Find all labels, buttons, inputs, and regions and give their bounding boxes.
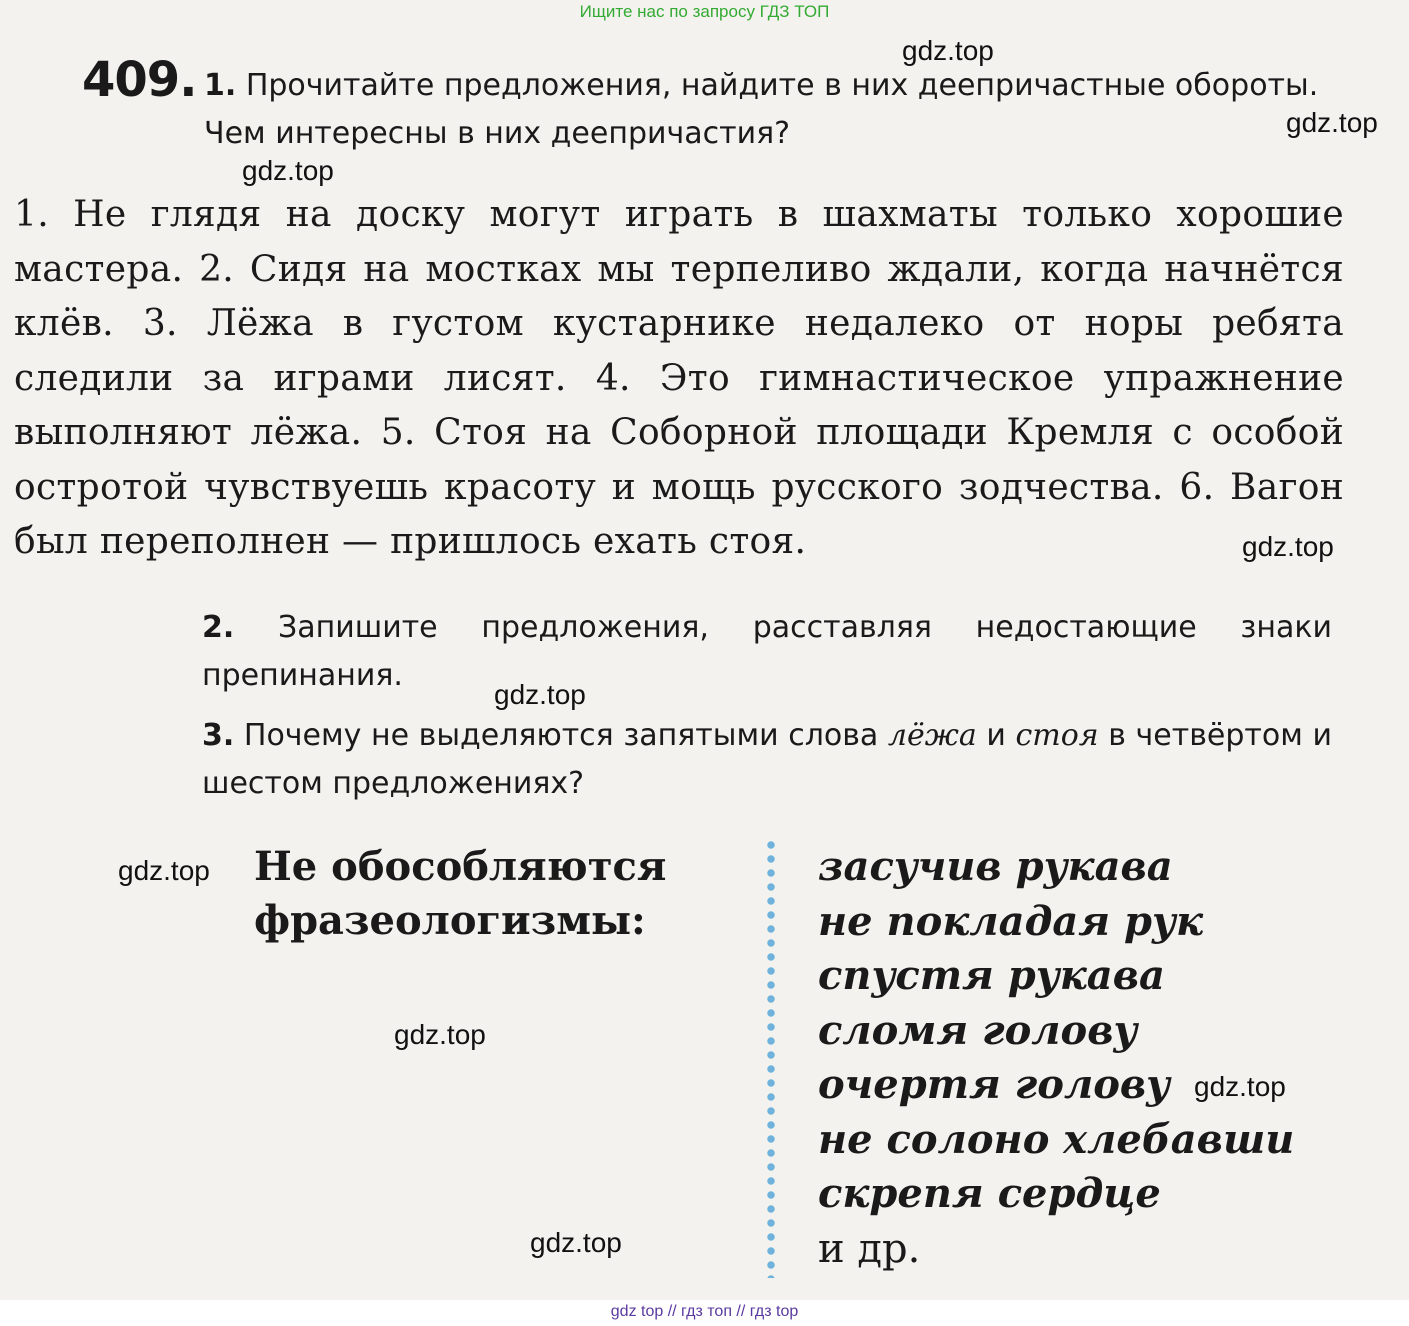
footer-bar: gdz top // гдз топ // гдз top — [0, 1300, 1409, 1326]
phraseologism-list — [818, 840, 1378, 1276]
task-1 — [204, 62, 1344, 158]
task-3-text-before: Почему не выделяются запятыми слова — [243, 718, 879, 753]
phrase-item: скрепя сердце — [818, 1170, 1161, 1217]
task-1-text: Прочитайте предложения, найдите в них деепричастные обороты. Чем интересны в них деепричастия? — [204, 68, 1319, 151]
task-3-text-after: в четвёртом и шестом предложениях? — [202, 718, 1332, 801]
phrase-item: спустя рукава — [818, 952, 1165, 999]
watermark: gdz.top — [394, 1019, 486, 1050]
phrase-item: не покладая рук — [818, 897, 1204, 945]
exercise-number: 409. — [82, 52, 197, 108]
watermark: gdz.top — [1194, 1071, 1286, 1102]
top-banner: Ищите нас по запросу ГДЗ ТОП — [579, 2, 830, 21]
watermark: gdz.top — [530, 1227, 622, 1258]
watermark: gdz.top — [1286, 107, 1378, 138]
phrase-item: очертя голову — [818, 1061, 1171, 1108]
watermark: gdz.top — [494, 679, 586, 710]
task-3 — [202, 712, 1332, 808]
watermark: gdz.top — [118, 855, 210, 886]
phrase-etc: и др. — [818, 1225, 921, 1272]
task-1-number: 1. — [204, 68, 237, 103]
watermark: gdz.top — [242, 155, 334, 186]
task-3-number: 3. — [202, 718, 235, 753]
task-3-word-lezha: лёжа — [887, 718, 977, 753]
task-3-word-stoya: стоя — [1015, 718, 1099, 753]
rule-heading: Не обособляются фразеологизмы: — [254, 843, 667, 944]
exercise-sentences: 1. Не глядя на доску могут играть в шахматы только хорошие мастера. 2. Сидя на мостках мы терпеливо ждали, когда начнётся клёв. 3. Лёжа в густом кустарнике недалеко от норы ребята следили за играми лисят. 4. Это гимнастическое упражнение выполняют лёжа. 5. Стоя на Соборной площади Кремля с особой остротой чувствуешь красоту и мощь русского зодчества. 6. Вагон был переполнен — пришлось ехать стоя. — [14, 194, 1344, 562]
task-2 — [202, 604, 1332, 700]
dotted-divider — [766, 838, 776, 1278]
task-2-number: 2. — [202, 610, 235, 645]
watermark: gdz.top — [902, 35, 994, 66]
task-2-text: Запишите предложения, расставляя недостающие знаки препинания. — [202, 610, 1332, 693]
watermark: gdz.top — [1242, 531, 1334, 562]
phrase-item: засучив рукава — [818, 843, 1173, 890]
task-3-text-middle: и — [986, 718, 1006, 753]
phrase-item: не солоно хлебавши — [818, 1115, 1295, 1163]
phrase-item: сломя голову — [818, 1006, 1138, 1054]
